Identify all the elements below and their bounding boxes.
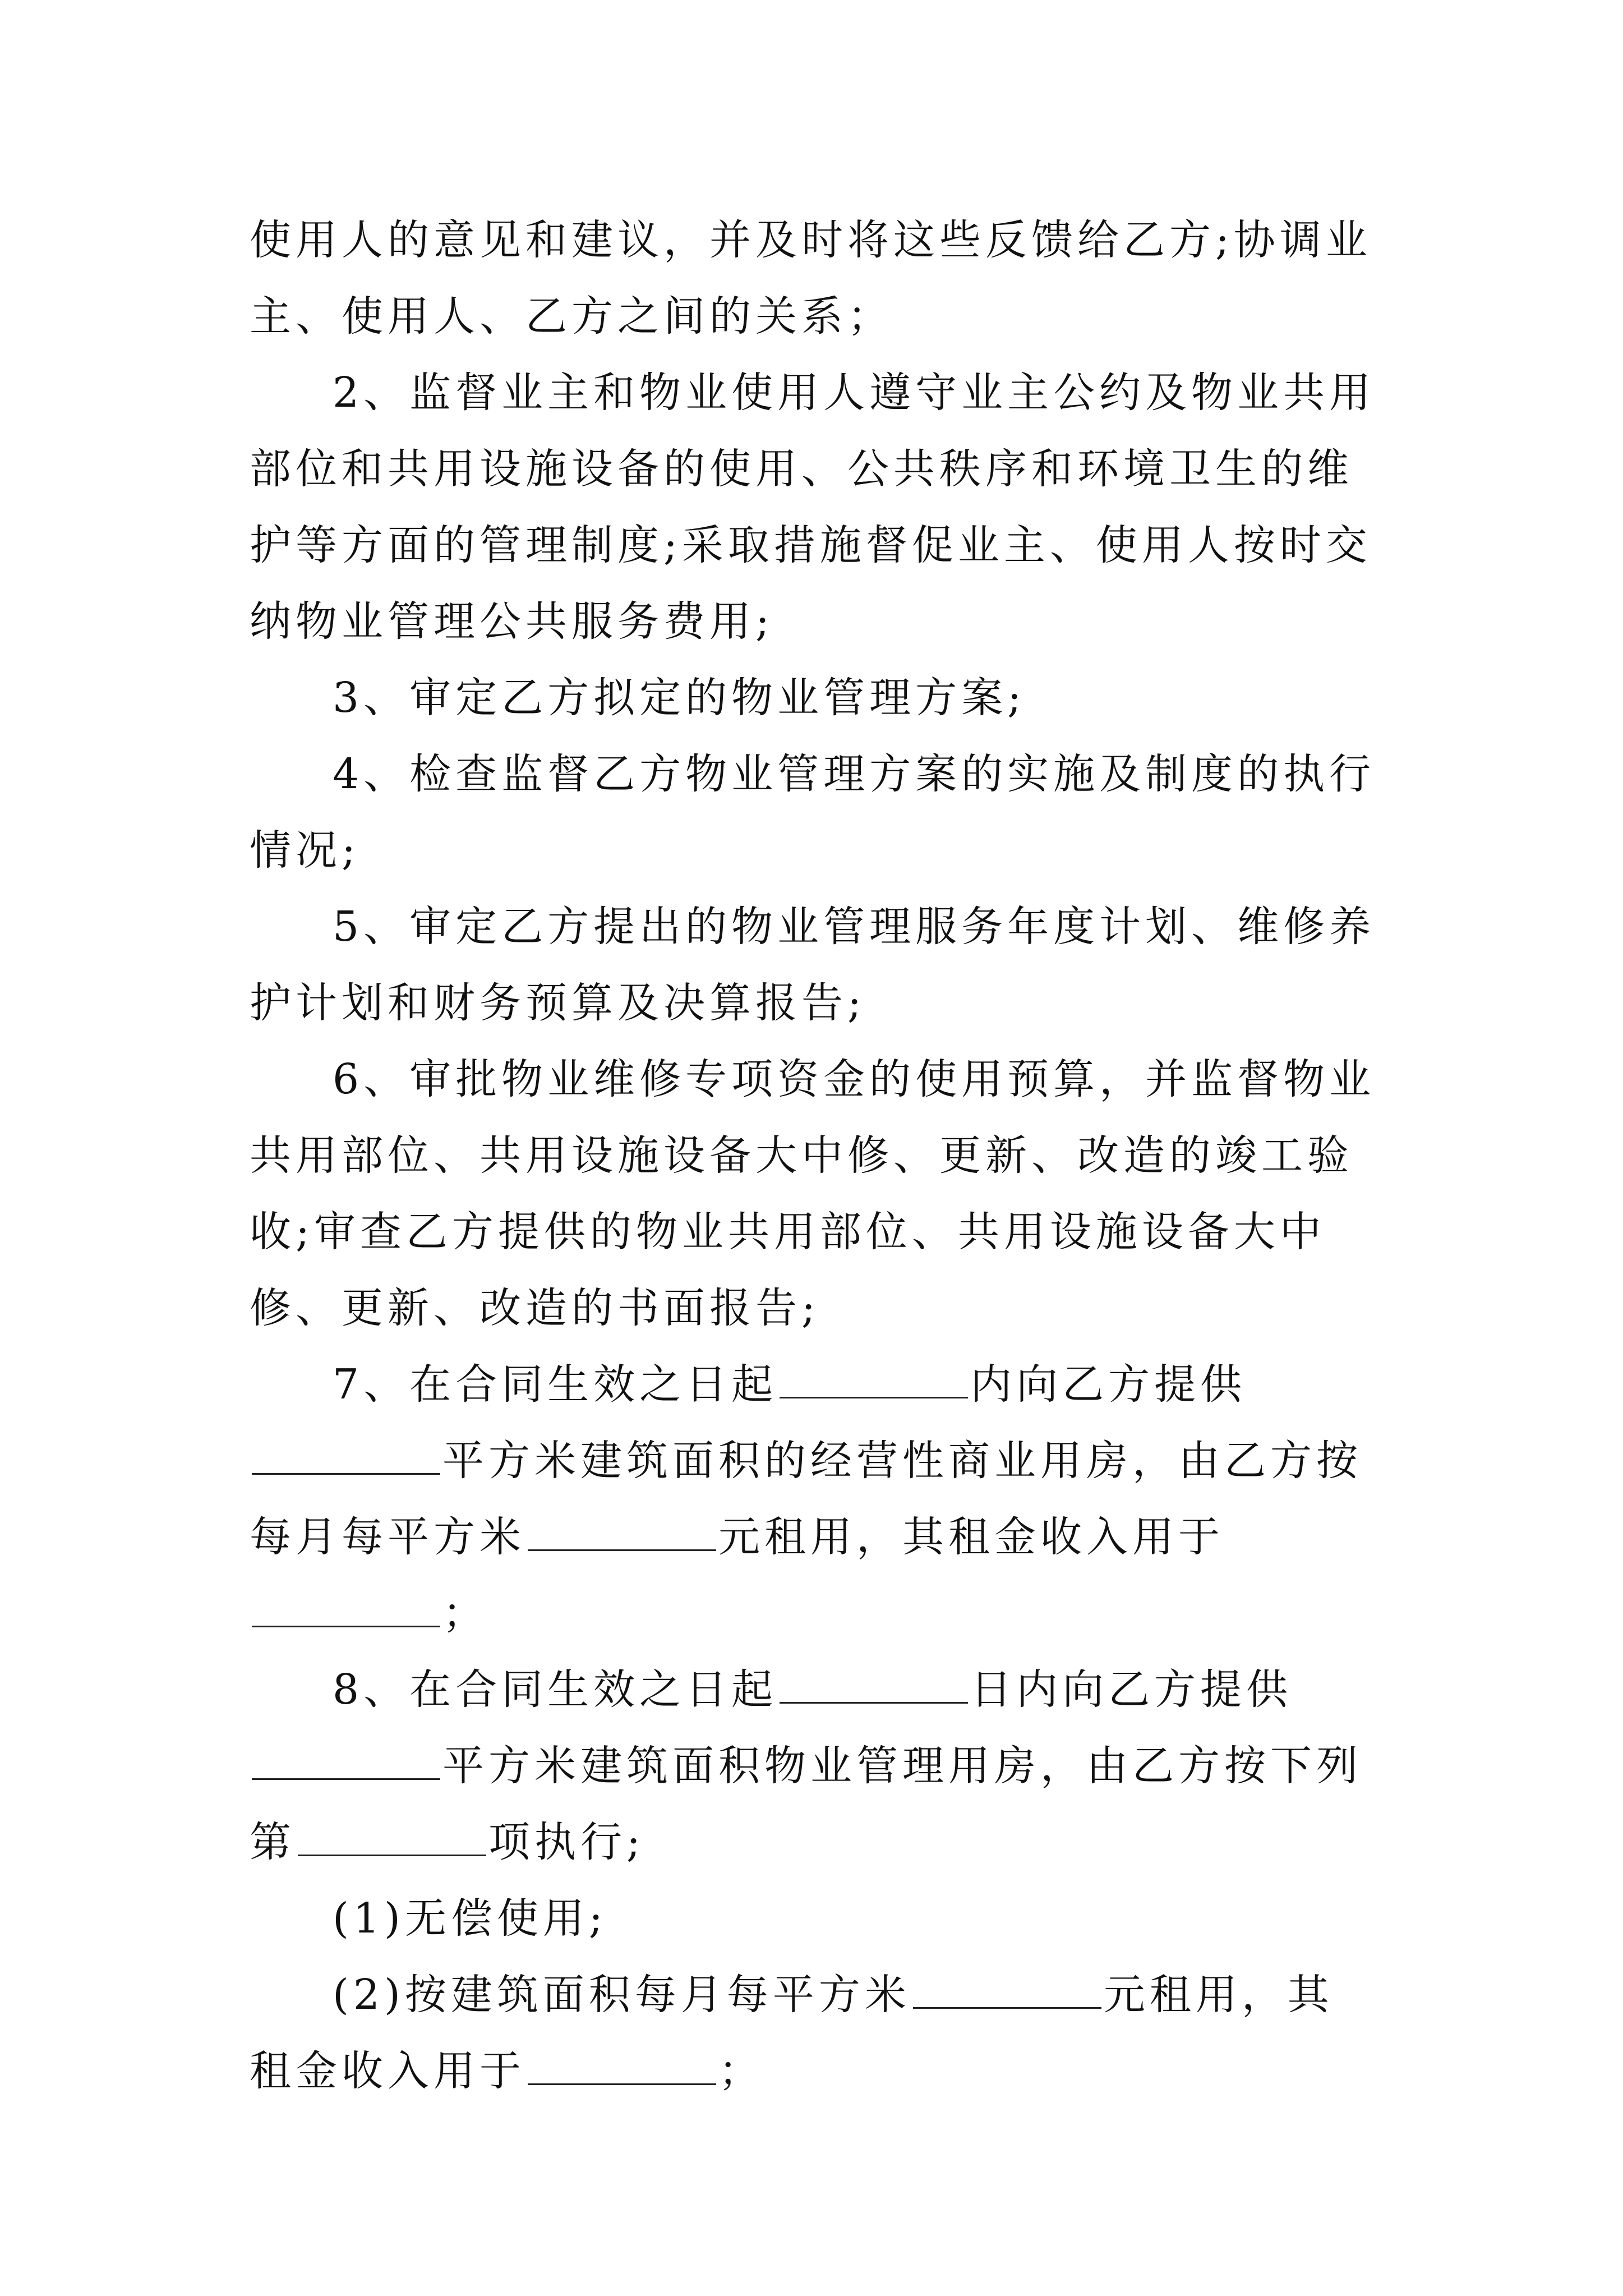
- paragraph-text: 元租用，其租金收入用于: [250, 1971, 1334, 2095]
- paragraph-item-5: [250, 889, 1377, 1041]
- paragraph-text: ；: [442, 1589, 488, 1637]
- fill-in-blank: [252, 1439, 440, 1475]
- paragraph-text: 内向乙方提供: [970, 1360, 1247, 1409]
- paragraph-text: (2)按建筑面积每月每平方米: [333, 1971, 911, 2019]
- paragraph-item-8: [250, 1651, 1377, 1880]
- paragraph-item-4: [250, 736, 1377, 889]
- paragraph-text: 3、审定乙方拟定的物业管理方案;: [333, 674, 1026, 722]
- document-body: [250, 202, 1377, 2109]
- fill-in-blank: [913, 1973, 1101, 2009]
- paragraph-text: 平方米建筑面积物业管理用房，由乙方按下列第: [250, 1742, 1362, 1866]
- fill-in-blank: [252, 1745, 440, 1780]
- fill-in-blank: [780, 1363, 968, 1398]
- paragraph-text: 平方米建筑面积的经营性商业用房，由乙方按每月每平方米: [250, 1437, 1362, 1561]
- paragraph-text: 项执行;: [488, 1818, 645, 1866]
- fill-in-blank: [298, 1821, 486, 1856]
- paragraph-item-7: [250, 1346, 1377, 1651]
- paragraph-item-3: [250, 660, 1377, 736]
- fill-in-blank: [528, 2050, 716, 2085]
- paragraph-text: 5、审定乙方提出的物业管理服务年度计划、维修养护计划和财务预算及决算报告;: [250, 903, 1376, 1027]
- paragraph-text: 6、审批物业维修专项资金的使用预算，并监督物业共用部位、共用设施设备大中修、更新、改造的竣工验收;审查乙方提供的物业共用部位、共用设施设备大中修、更新、改造的书面报告;: [250, 1055, 1376, 1332]
- fill-in-blank: [252, 1592, 440, 1627]
- paragraph-item-2: [250, 355, 1377, 660]
- paragraph-option-2: [250, 1957, 1377, 2109]
- fill-in-blank: [528, 1516, 716, 1551]
- paragraph-text: 7、在合同生效之日起: [333, 1360, 778, 1409]
- paragraph-item-6: [250, 1041, 1377, 1346]
- paragraph-text: 8、在合同生效之日起: [333, 1665, 778, 1714]
- paragraph-text: 元租用，其租金收入用于: [718, 1513, 1224, 1561]
- paragraph-continued: [250, 202, 1377, 355]
- paragraph-text: 2、监督业主和物业使用人遵守业主公约及物业共用部位和共用设施设备的使用、公共秩序和环境卫生的维护等方面的管理制度;采取措施督促业主、使用人按时交纳物业管理公共服务费用;: [250, 369, 1376, 646]
- paragraph-text: 使用人的意见和建议，并及时将这些反馈给乙方;协调业主、使用人、乙方之间的关系；: [250, 216, 1372, 341]
- paragraph-text: ；: [718, 2047, 764, 2095]
- paragraph-text: 4、检查监督乙方物业管理方案的实施及制度的执行情况;: [250, 750, 1376, 875]
- paragraph-text: 日内向乙方提供: [970, 1665, 1293, 1714]
- paragraph-option-1: [250, 1880, 1377, 1957]
- fill-in-blank: [780, 1668, 968, 1704]
- paragraph-text: (1)无偿使用;: [333, 1894, 607, 1943]
